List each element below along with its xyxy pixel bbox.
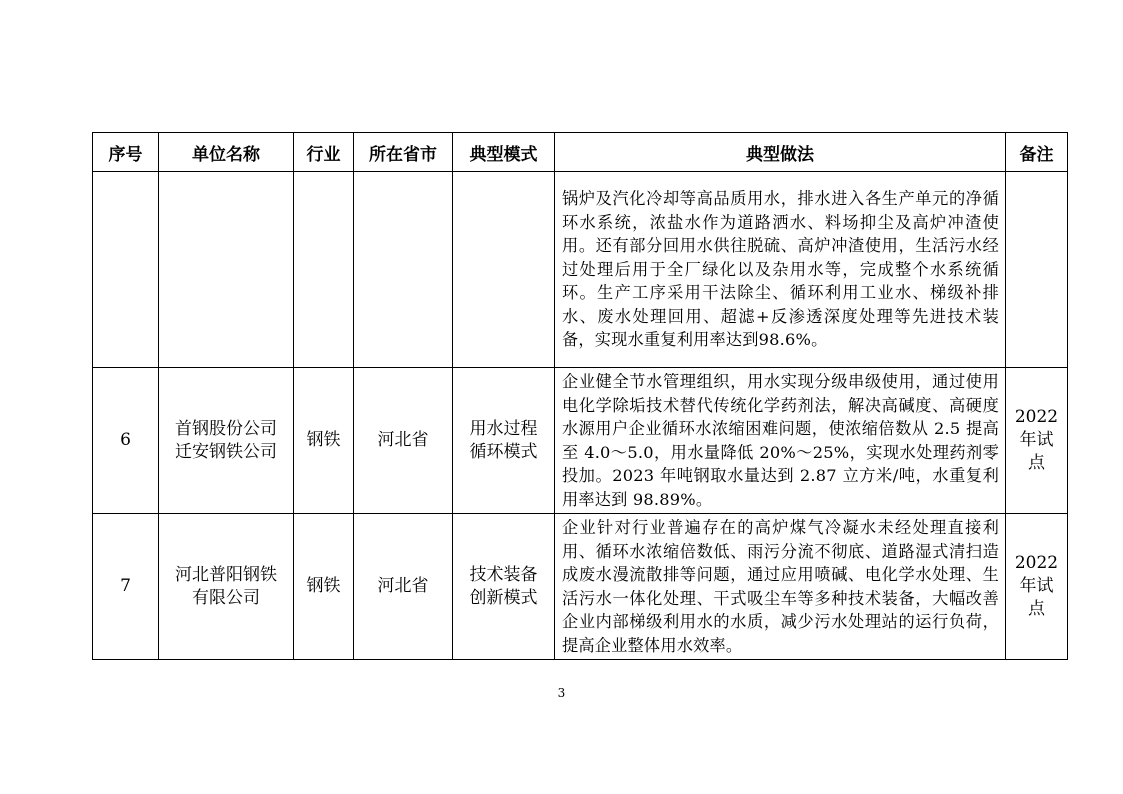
- cell-note: [1006, 368, 1068, 514]
- mode-line: 循环模式: [469, 441, 538, 462]
- header-seq: 序号: [93, 133, 159, 172]
- header-mode: 典型模式: [453, 133, 555, 172]
- header-note: 备注: [1006, 133, 1068, 172]
- cell-unit: [159, 514, 294, 660]
- note-line: 点: [1028, 599, 1045, 619]
- cell-practice: 企业健全节水管理组织，用水实现分级串级使用，通过使用电化学除垢技术替代传统化学药剂法，解决高碱度、高硬度水源用户企业循环水浓缩困难问题，使浓缩倍数从 2.5 提高至 4.0～5.0，用水量降低 20%～25%，实现水处理药剂零投加。2023 年吨钢取水量达到 2.87 立方米/吨，水重复利用率达到 98.89%。: [555, 368, 1006, 514]
- cell-mode: [453, 514, 555, 660]
- cell-seq: 7: [93, 514, 159, 660]
- note-line: 2022: [1014, 553, 1059, 573]
- cell-unit: [159, 172, 294, 368]
- table-header-row: [93, 133, 1068, 172]
- cell-note: [1006, 172, 1068, 368]
- note-line: 年试: [1019, 576, 1054, 596]
- cell-practice: 企业针对行业普遍存在的高炉煤气冷凝水未经处理直接利用、循环水浓缩倍数低、雨污分流不彻底、道路湿式清扫造成废水漫流散排等问题，通过应用喷碱、电化学水处理、生活污水一体化处理、干式吸尘车等多种技术装备，大幅改善企业内部梯级利用水的水质，减少污水处理站的运行负荷，提高企业整体用水效率。: [555, 514, 1006, 660]
- mode-line: 用水过程: [469, 418, 538, 439]
- unit-line: 有限公司: [192, 587, 260, 608]
- table-row: [93, 368, 1068, 514]
- cell-province: 河北省: [354, 514, 453, 660]
- cell-unit: [159, 368, 294, 514]
- cell-practice: 锅炉及汽化冷却等高品质用水，排水进入各生产单元的净循环水系统，浓盐水作为道路洒水、料场抑尘及高炉冲渣使用。还有部分回用水供往脱硫、高炉冲渣使用，生活污水经过处理后用于全厂绿化以及杂用水等，完成整个水系统循环。生产工序采用干法除尘、循环利用工业水、梯级补排水、废水处理回用、超滤+反渗透深度处理等先进技术装备，实现水重复利用率达到98.6%。: [555, 172, 1006, 368]
- cell-mode: [453, 172, 555, 368]
- header-province: 所在省市: [354, 133, 453, 172]
- unit-line: 迁安钢铁公司: [175, 441, 277, 462]
- cell-industry: [294, 172, 354, 368]
- mode-line: 技术装备: [469, 564, 538, 585]
- cell-seq: 6: [93, 368, 159, 514]
- mode-line: 创新模式: [469, 587, 538, 608]
- unit-line: 河北普阳钢铁: [175, 564, 277, 585]
- cell-industry: 钢铁: [294, 514, 354, 660]
- note-line: 年试: [1019, 430, 1054, 450]
- cell-province: 河北省: [354, 368, 453, 514]
- practice-table: [92, 132, 1068, 660]
- header-practice: 典型做法: [555, 133, 1006, 172]
- cell-seq: [93, 172, 159, 368]
- note-line: 2022: [1014, 407, 1059, 427]
- unit-line: 首钢股份公司: [175, 418, 277, 439]
- cell-province: [354, 172, 453, 368]
- header-unit: 单位名称: [159, 133, 294, 172]
- cell-mode: [453, 368, 555, 514]
- header-industry: 行业: [294, 133, 354, 172]
- table-row: [93, 514, 1068, 660]
- cell-industry: 钢铁: [294, 368, 354, 514]
- cell-note: [1006, 514, 1068, 660]
- note-line: 点: [1028, 453, 1045, 473]
- page-number: 3: [557, 686, 566, 700]
- table-row: [93, 172, 1068, 368]
